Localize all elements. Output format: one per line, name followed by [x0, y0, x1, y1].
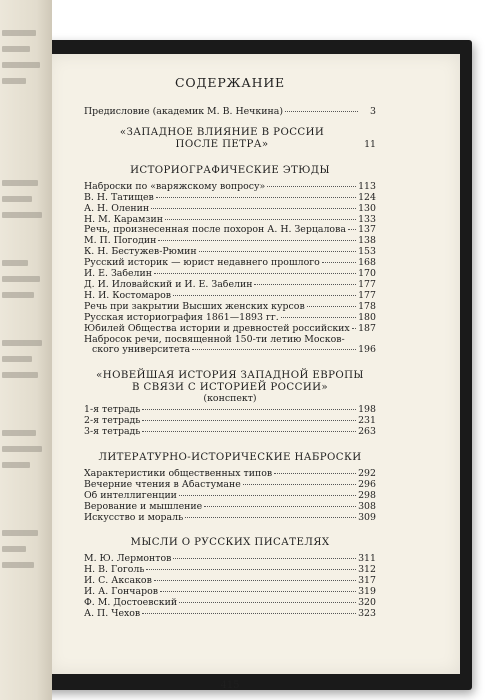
toc-entry [84, 502, 376, 513]
toc-entry [84, 416, 376, 427]
leader-dots [154, 272, 356, 274]
leader-dots [160, 590, 356, 592]
entry-label: И. С. Аксаков [84, 576, 152, 587]
leader-dots [285, 110, 358, 112]
entry-page: 308 [358, 500, 376, 512]
entry-page: 198 [358, 404, 376, 416]
leader-dots [151, 207, 356, 209]
toc-entry [84, 236, 376, 247]
toc-entry [84, 513, 376, 524]
toc-entry [84, 609, 376, 620]
entry-label: Вечерние чтения в Абастумане [84, 479, 241, 490]
entry-page: 180 [358, 311, 376, 323]
toc-entry [84, 491, 376, 502]
toc-entry-preface [84, 107, 376, 118]
toc-entry [84, 291, 376, 302]
section-heading-line: ПОСЛЕ ПЕТРА» [175, 138, 269, 150]
section-list-literary [84, 469, 376, 524]
entry-label: В. Н. Татищев [84, 192, 154, 203]
leader-dots [352, 327, 356, 329]
leader-dots [165, 218, 356, 220]
leader-dots [281, 316, 356, 318]
entry-label: Ф. М. Достоевский [84, 598, 178, 609]
leader-dots [267, 185, 356, 187]
entry-label: Характеристики общественных типов [84, 468, 273, 479]
entry-page: 124 [358, 191, 376, 203]
leader-dots [243, 483, 356, 485]
leader-dots [254, 283, 356, 285]
toc-entry [84, 554, 376, 565]
toc-entry [84, 405, 376, 416]
toc-entry [84, 258, 376, 269]
entry-label: И. Е. Забелин [84, 269, 153, 280]
entry-page: 178 [358, 300, 376, 312]
entry-label: К. Н. Бестужев-Рюмин [84, 247, 197, 258]
leader-dots [154, 579, 356, 581]
leader-dots [158, 239, 356, 241]
toc-entry [84, 598, 376, 609]
toc-entry [84, 302, 376, 313]
entry-page: 138 [358, 235, 376, 247]
toc-entry [84, 469, 376, 480]
entry-page: 137 [358, 224, 376, 236]
leader-dots [173, 557, 356, 559]
entry-page: 317 [358, 575, 376, 587]
section-list-western-europe [84, 405, 376, 438]
entry-page: 319 [358, 586, 376, 598]
toc-entry [84, 247, 376, 258]
toc-entry [84, 324, 376, 335]
section-heading-writers: МЫСЛИ О РУССКИХ ПИСАТЕЛЯХ [130, 537, 330, 549]
entry-label: 3-я тетрадь [84, 427, 141, 438]
entry-label: А. П. Чехов [84, 609, 141, 619]
section-heading-line: «НОВЕЙШАЯ ИСТОРИЯ ЗАПАДНОЙ ЕВРОПЫ [96, 370, 364, 382]
entry-label: 1-я тетрадь [84, 405, 141, 416]
leader-dots [142, 612, 356, 614]
toc-entry [84, 269, 376, 280]
section-subheading: (конспект) [203, 393, 257, 405]
leader-dots [179, 601, 356, 603]
entry-page: 130 [358, 202, 376, 214]
entry-label-line: Набросок речи, посвященной 150-ти летию Москов- [84, 333, 345, 345]
section-heading-line: В СВЯЗИ С ИСТОРИЕЙ РОССИИ» [131, 382, 329, 394]
entry-page: 196 [358, 344, 376, 356]
entry-label: Речь при закрытии Высших женских курсов [84, 301, 305, 312]
toc-entry [84, 280, 376, 291]
entry-page: 153 [358, 246, 376, 258]
toc-entry [84, 565, 376, 576]
entry-label: Предисловие (академик М. В. Нечкина) [84, 106, 283, 117]
entry-label: Речь, произнесенная после похорон А. Н. Зерцалова [84, 225, 346, 236]
leader-dots [142, 430, 356, 432]
leader-dots [142, 408, 356, 410]
left-page-edge [0, 0, 52, 700]
entry-label: Н. В. Гоголь [84, 565, 145, 576]
page-title: СОДЕРЖАНИЕ [175, 75, 285, 90]
entry-page: 298 [358, 489, 376, 501]
leader-dots [146, 568, 356, 570]
entry-page: 11 [364, 138, 376, 150]
entry-page: 312 [358, 564, 376, 576]
leader-dots [156, 196, 356, 198]
entry-label: Русский историк — юрист недавнего прошлого [84, 258, 320, 269]
leader-dots [185, 516, 356, 518]
entry-label: Н. И. Костомаров [84, 290, 172, 301]
entry-page: 320 [358, 597, 376, 609]
toc-entry [84, 225, 376, 236]
leader-dots [348, 228, 356, 230]
section-heading-line: «ЗАПАДНОЕ ВЛИЯНИЕ В РОССИИ [119, 126, 325, 138]
toc-entry [84, 427, 376, 438]
page-number: 415 [220, 680, 240, 691]
entry-page: 296 [358, 478, 376, 490]
entry-page: 311 [358, 553, 376, 565]
entry-label: М. Ю. Лермонтов [84, 554, 172, 565]
section-heading-literary: ЛИТЕРАТУРНО-ИСТОРИЧЕСКИЕ НАБРОСКИ [98, 451, 362, 463]
entry-label: Искусство и мораль [84, 512, 184, 523]
table-of-contents [84, 75, 376, 691]
section-heading-historiography: ИСТОРИОГРАФИЧЕСКИЕ ЭТЮДЫ [130, 164, 330, 176]
entry-page: 113 [358, 180, 376, 192]
entry-label: Н. М. Карамзин [84, 214, 164, 225]
section-list-writers [84, 554, 376, 619]
entry-label: И. А. Гончаров [84, 587, 159, 598]
leader-dots [192, 348, 356, 350]
leader-dots [322, 261, 356, 263]
entry-label: Об интеллигенции [84, 490, 177, 501]
toc-entry [84, 335, 376, 357]
entry-label: Русская историография 1861—1893 гг. [84, 312, 279, 323]
section-west-influence [84, 127, 376, 151]
entry-page: 263 [358, 426, 376, 438]
entry-label-line: ского университета [92, 345, 191, 356]
toc-entry [84, 576, 376, 587]
entry-label: Д. И. Иловайский и И. Е. Забелин [84, 279, 253, 290]
toc-entry [84, 587, 376, 598]
entry-page: 187 [358, 322, 376, 334]
entry-page: 170 [358, 268, 376, 280]
entry-page: 3 [370, 105, 376, 117]
section-list-historiography [84, 182, 376, 335]
toc-entry [84, 313, 376, 324]
entry-page: 133 [358, 213, 376, 225]
leader-dots [204, 505, 356, 507]
entry-label: А. Н. Оленин [84, 203, 150, 214]
entry-label: Юбилей Общества истории и древностей российских [84, 323, 350, 334]
leader-dots [179, 494, 356, 496]
entry-page: 177 [358, 278, 376, 290]
toc-entry [84, 182, 376, 193]
entry-label: М. П. Погодин [84, 236, 157, 247]
toc-entry [84, 480, 376, 491]
toc-entry [84, 204, 376, 215]
entry-label: 2-я тетрадь [84, 416, 141, 427]
leader-dots [274, 472, 356, 474]
toc-entry [84, 215, 376, 226]
entry-page: 168 [358, 257, 376, 269]
entry-page: 177 [358, 289, 376, 301]
leader-dots [199, 250, 356, 252]
leader-dots [173, 294, 356, 296]
entry-label: Наброски по «варяжскому вопросу» [84, 181, 266, 192]
leader-dots [307, 305, 356, 307]
toc-entry [84, 193, 376, 204]
leader-dots [142, 419, 356, 421]
entry-page: 231 [358, 415, 376, 427]
entry-page: 309 [358, 511, 376, 523]
entry-page: 323 [358, 608, 376, 619]
entry-label: Верование и мышление [84, 501, 203, 512]
entry-page: 292 [358, 467, 376, 479]
